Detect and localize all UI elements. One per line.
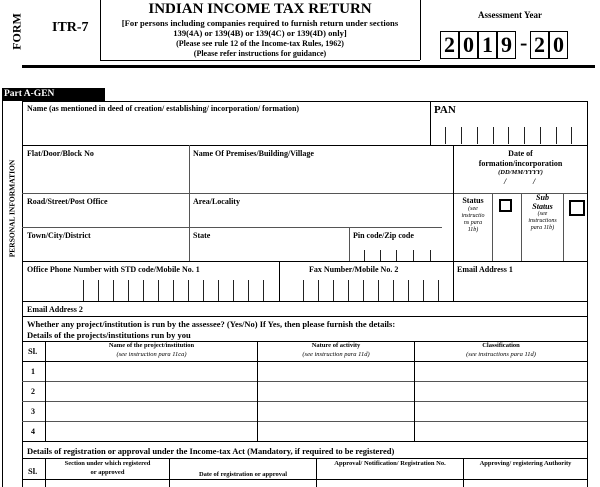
- email2-field[interactable]: [110, 302, 586, 315]
- date-formation-label-2: formation/incorporation: [478, 159, 563, 168]
- ay-digit-6: 0: [549, 31, 568, 59]
- road-field[interactable]: [23, 207, 188, 226]
- status-label: Status: [462, 196, 484, 205]
- date-formation-field[interactable]: [454, 177, 586, 192]
- form-code: ITR-7: [52, 20, 89, 35]
- area-field-label: Area/Locality: [193, 197, 240, 206]
- projects-col-sl: Sl.: [28, 346, 38, 356]
- projects-col-name: Name of the project/institution: [108, 342, 195, 349]
- fax-field-label: Fax Number/Mobile No. 2: [309, 265, 399, 274]
- phone-field[interactable]: [23, 276, 278, 301]
- registration-date-input[interactable]: [170, 480, 315, 487]
- form-subtitle-2: 139(4A) or 139(4B) or 139(4C) or 139(4D) only]: [173, 28, 347, 38]
- registration-col-sl: Sl.: [28, 466, 38, 476]
- sub-status-note: para 11b): [530, 225, 555, 231]
- header-bottom-line: [100, 60, 420, 61]
- status-checkbox[interactable]: [499, 199, 512, 212]
- sub-status-checkbox[interactable]: [569, 200, 585, 216]
- status-note: 11b): [467, 227, 479, 233]
- fax-field[interactable]: [280, 276, 452, 301]
- ay-digit-5: 2: [530, 31, 549, 59]
- registration-authority-input[interactable]: [464, 480, 586, 487]
- area-field[interactable]: [190, 207, 452, 226]
- town-field[interactable]: [23, 241, 188, 260]
- name-field-label: Name (as mentioned in deed of creation/ establishing/ incorporation/ formation): [27, 104, 300, 113]
- row-sl: 1: [31, 367, 35, 376]
- status-note: ns para: [463, 220, 483, 226]
- header-divider-right: [420, 0, 421, 60]
- pan-field-label: PAN: [434, 104, 456, 116]
- projects-col-classification-note: (see instructions para 11d): [466, 351, 536, 358]
- personal-information-side-label: PERSONAL INFORMATION: [7, 159, 17, 258]
- projects-col-classification: Classification: [482, 342, 520, 349]
- status-note: (see: [468, 206, 478, 212]
- project-classification-input[interactable]: [415, 362, 586, 380]
- registration-number-input[interactable]: [317, 480, 462, 487]
- row-sl: 2: [31, 387, 35, 396]
- premises-field-label: Name Of Premises/Building/Village: [193, 149, 314, 158]
- registration-col-authority: Approving/ registering Authority: [479, 460, 572, 467]
- town-field-label: Town/City/District: [27, 231, 91, 240]
- form-subtitle-4: (Please refer instructions for guidance): [193, 49, 327, 58]
- project-name-input[interactable]: [46, 382, 256, 400]
- pan-field[interactable]: [431, 118, 586, 144]
- projects-col-nature-note: (see instruction para 11d): [302, 351, 370, 358]
- registration-col-date: Date of registration or approval: [198, 471, 288, 478]
- projects-details-title: Details of the projects/institutions run by you: [27, 330, 191, 340]
- project-name-input[interactable]: [46, 422, 256, 440]
- registration-col-approval-no: Approval/ Notification/ Registration No.: [334, 460, 446, 467]
- form-word: FORM: [9, 13, 24, 50]
- flat-field[interactable]: [23, 160, 188, 192]
- project-nature-input[interactable]: [258, 422, 413, 440]
- date-slash-1: /: [504, 177, 507, 186]
- project-classification-input[interactable]: [415, 422, 586, 440]
- sub-status-note: instructions: [528, 218, 557, 224]
- ay-digit-4: 9: [497, 31, 516, 59]
- sub-status-label-1: Sub: [536, 193, 549, 202]
- sub-status-label-2: Status: [532, 202, 553, 211]
- sub-status-note: (see: [537, 211, 548, 217]
- part-a-gen-tab: Part A-GEN: [2, 88, 105, 101]
- email2-field-label: Email Address 2: [27, 305, 83, 314]
- form-subtitle-1: [For persons including companies required to furnish return under sections: [121, 18, 399, 28]
- date-slash-2: /: [533, 177, 536, 186]
- state-field-label: State: [193, 231, 211, 240]
- email1-field[interactable]: [454, 276, 586, 301]
- projects-col-nature: Nature of activity: [311, 342, 361, 349]
- project-nature-input[interactable]: [258, 382, 413, 400]
- registration-col-section: Section under which registered: [64, 460, 151, 467]
- form-subtitle-3: (Please see rule 12 of the Income-tax Rules, 1962): [176, 39, 344, 48]
- form-title: INDIAN INCOME TAX RETURN: [148, 1, 372, 17]
- project-classification-input[interactable]: [415, 382, 586, 400]
- ay-separator: -: [520, 30, 528, 55]
- ay-digit-1: 2: [440, 31, 459, 59]
- date-formation-format: (DD/MM/YYYY): [498, 169, 543, 176]
- pin-field[interactable]: [350, 241, 452, 261]
- project-classification-input[interactable]: [415, 402, 586, 420]
- project-name-input[interactable]: [46, 402, 256, 420]
- registration-title: Details of registration or approval under the Income-tax Act (Mandatory, if required to be registered): [27, 446, 395, 456]
- assessment-year-label: Assessment Year: [478, 10, 542, 20]
- ay-digit-3: 1: [478, 31, 497, 59]
- phone-field-label: Office Phone Number with STD code/Mobile No. 1: [27, 265, 200, 274]
- flat-field-label: Flat/Door/Block No: [27, 149, 94, 158]
- pin-field-label: Pin code/Zip code: [353, 231, 414, 240]
- registration-section-input[interactable]: [46, 480, 168, 487]
- projects-question: Whether any project/institution is run by the assessee? (Yes/No) If Yes, then please furnish the details:: [27, 319, 396, 329]
- registration-col-section-2: or approved: [90, 469, 125, 476]
- header-thick-rule: [22, 65, 595, 68]
- row-sl: 4: [31, 427, 35, 436]
- email1-field-label: Email Address 1: [457, 265, 513, 274]
- status-note: instructio: [461, 213, 485, 219]
- projects-col-name-note: (see instruction para 11ca): [116, 351, 187, 358]
- project-nature-input[interactable]: [258, 362, 413, 380]
- row-sl: 3: [31, 407, 35, 416]
- project-nature-input[interactable]: [258, 402, 413, 420]
- state-field[interactable]: [190, 241, 348, 260]
- project-name-input[interactable]: [46, 362, 256, 380]
- premises-field[interactable]: [190, 160, 452, 192]
- ay-digit-2: 0: [459, 31, 478, 59]
- name-field[interactable]: [23, 115, 429, 144]
- date-formation-label-1: Date of: [508, 149, 533, 158]
- road-field-label: Road/Street/Post Office: [27, 197, 108, 206]
